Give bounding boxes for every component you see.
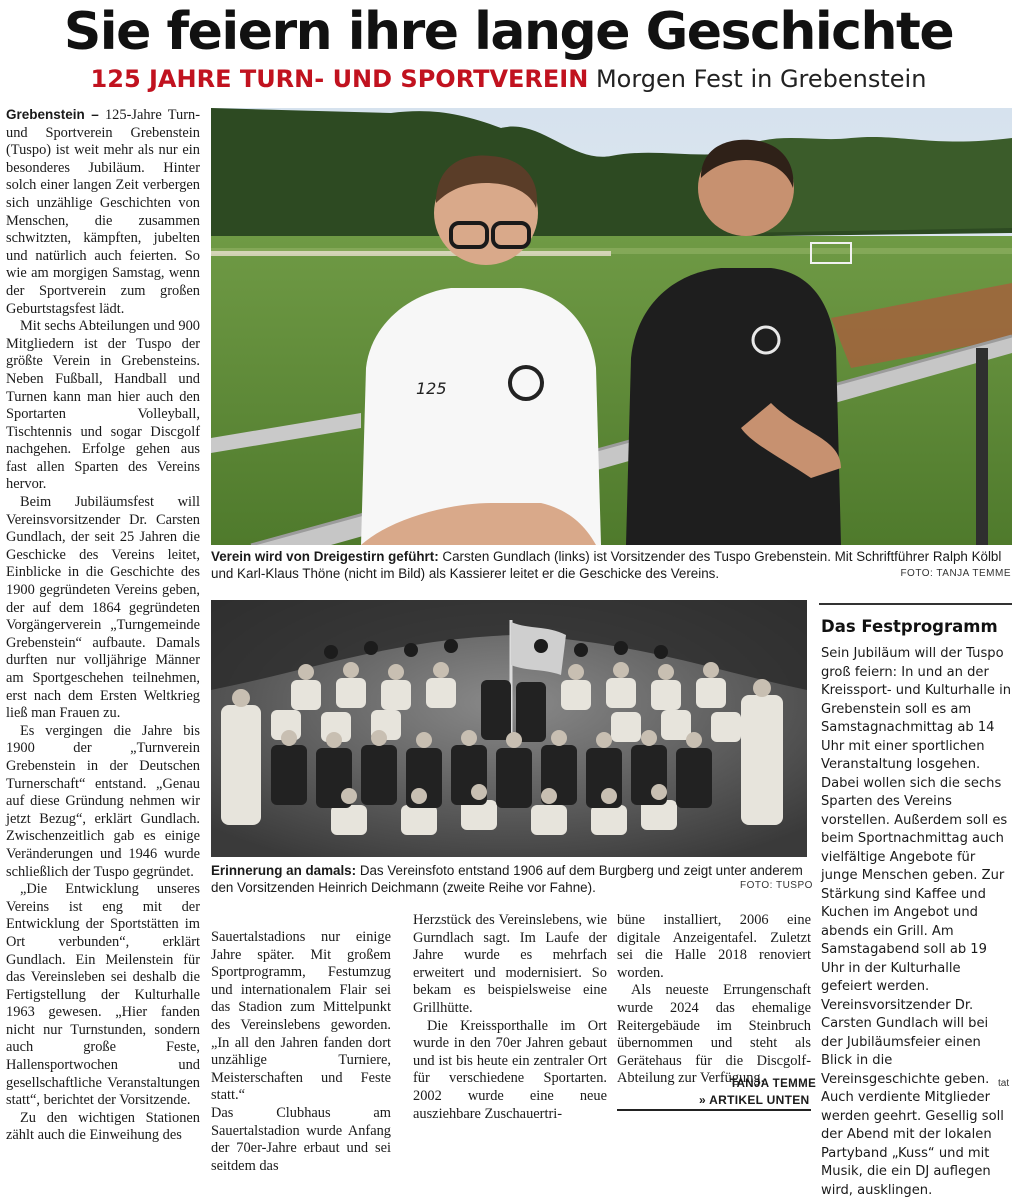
article-column-3 xyxy=(413,912,607,1123)
subheadline-dek: Morgen Fest in Grebenstein xyxy=(595,65,927,93)
caption-text: Carsten Gundlach (links) ist Vorsitzender des Tuspo Grebenstein. Mit Schriftführer Ralph Kölbl und Karl-Klaus Thöne (nicht im Bild) als Kassierer leitet er die Geschicke des Vereins. xyxy=(211,549,1002,581)
headline: Sie feiern ihre lange Geschichte xyxy=(63,2,954,62)
caption-text: Das Vereinsfoto entstand 1906 auf dem Burgberg und zeigt unter anderem den Vorsitzenden Heinrich Deichmann (zweite Reihe vor Fahne). xyxy=(211,863,803,895)
shirt-print: 125 xyxy=(416,379,447,398)
article-text: 125-Jahre Turn- und Sportverein Grebenstein (Tuspo) ist weit mehr als nur ein besonderes Jubiläum. Hinter solch einer langen Zeit verbergen sich unzählige Geschichten von Menschen, die zusammen schwitzten, kämpften, jubelten und natürlich auch feierten. So wie am morgigen Samstag, wenn der Sportverein zum großen Geburtstagsfest lädt. xyxy=(6,107,200,317)
infobox-title: Das Festprogramm xyxy=(821,617,998,636)
infobox-rule xyxy=(819,603,1012,605)
author-byline: TANJA TEMME xyxy=(730,1078,817,1090)
article-paragraph: „Die Entwicklung unseres Vereins ist eng mit der Entwicklung der Sportstätten im Ort verbunden“, erklärt Gundlach. Ein Meilenstein für das Vereinsleben sei deshalb die Fertigstellung der Kulturhalle 1963 gewesen. „Hier fanden nicht nur Turnstunden, sondern auch große Feste, Hallensportwochen und gesellschaftliche Veranstaltungen statt“, berichtet der Vorsitzende. xyxy=(6,881,200,1109)
photo-credit: FOTO: TUSPO xyxy=(740,880,813,891)
infobox-author-initials: tat xyxy=(998,1078,1010,1089)
article-paragraph: büne installiert, 2006 eine digitale Anzeigentafel. Zuletzt sei die Halle 2018 renoviert worden. xyxy=(617,912,811,981)
article-paragraph: Das Clubhaus am Sauertalstadion wurde Anfang der 70er-Jahre erbaut und sei seitdem das xyxy=(211,1104,391,1174)
photo-credit: FOTO: TANJA TEMME xyxy=(900,568,1011,579)
article-paragraph xyxy=(6,106,200,318)
caption-historic-photo xyxy=(211,862,807,896)
article-paragraph: Sauertalstadions nur einige Jahre später. Mit großem Sportprogramm, Festumzug und internationalem Flair sei das Stadion zum Mittelpunkt des Vereinslebens geworden. „In all den Jahren fanden dort unzählige Turniere, Meisterschaften und Feste statt.“ xyxy=(211,929,391,1104)
divider xyxy=(617,1109,811,1111)
continue-reading-link[interactable]: » ARTIKEL UNTEN xyxy=(699,1093,810,1107)
photo-historic-team-1906 xyxy=(211,600,807,857)
caption-lead: Erinnerung an damals: xyxy=(211,863,357,878)
caption-lead: Verein wird von Dreigestirn geführt: xyxy=(211,549,439,564)
dateline: Grebenstein – xyxy=(6,107,99,122)
article-paragraph: Herzstück des Vereinslebens, wie Gurndlach sagt. Im Laufe der Jahre wurde es mehrfach erweitert und modernisiert. So bekam es beispielsweise eine Grillhütte. xyxy=(413,912,607,1016)
article-column-2 xyxy=(211,929,391,1175)
article-paragraph: Beim Jubiläumsfest will Vereinsvorsitzender Dr. Carsten Gundlach, der seit 25 Jahren die Geschicke des Vereins leitet, Einblicke in die Geschichte des 1900 gegründeten Vereins geben, der auf dem 1864 gegründeten Vorgängerverein „Turngemeinde Grebenstein“ aufbaute. Damals durften nur volljährige Männer am Sportgeschehen teilnehmen, erst nach dem Ersten Weltkrieg ließ man Frauen zu. xyxy=(6,494,200,722)
article-column-4 xyxy=(617,912,811,1088)
subheadline xyxy=(0,62,1017,96)
article-paragraph: Mit sechs Abteilungen und 900 Mitgliedern ist der Tuspo der größte Verein in Grebensteins. Neben Fußball, Handball und Turnen kann man hier auch den Sportarten Volleyball, Tischtennis und sogar Discgolf nachgehen. Erfolge gehen aus fast allen Sparten des Vereins hervor. xyxy=(6,318,200,493)
article-column-1 xyxy=(6,106,200,1145)
article-paragraph: Zu den wichtigen Stationen zählt auch die Einweihung des xyxy=(6,1109,200,1144)
infobox-text: Sein Jubiläum will der Tuspo groß feiern: In und an der Kreissport- und Kulturhalle in Grebenstein soll es am Samstagnachmittag ab 14 Uhr mit einer sportlichen Veranstaltung losgehen. Dabei wollen sich die sechs Sparten des Vereins vorstellen. Außerdem soll es beim Sportnachmittag auch vielfältige Angebote für junge Menschen geben. Zur Stärkung sind Kaffee und Kuchen im Angebot und abends ein Grill. Am Samstagabend soll ab 19 Uhr in der Kulturhalle gefeiert werden. Vereinsvorsitzender Dr. Carsten Gundlach will bei der Jubiläumsfeier einen Blick in die Vereinsgeschichte geben. Auch verdiente Mitglieder werden geehrt. Gesellig soll der Abend mit der lokalen Partyband „Kuss“ und mit Musik, die ein DJ auflegen wird, ausklingen. xyxy=(821,646,1012,1198)
article-paragraph: Es vergingen die Jahre bis 1900 der „Turnverein Grebenstein in der Deutschen Turnerschaft“ entstand. „Genau auf diese Gründung nehmen wir jetzt Bezug“, erklärt Gundlach. Zwischenzeitlich gab es einige Veränderungen und 1946 wurde schließlich der Tuspo gegründet. xyxy=(6,722,200,880)
subheadline-kicker: 125 JAHRE TURN- UND SPORTVEREIN xyxy=(90,65,589,93)
photo-club-leaders xyxy=(211,108,1012,545)
article-paragraph: Die Kreissporthalle im Ort wurde in den 70er Jahren gebaut und ist bis heute ein zentraler Ort für verschiedene Sportarten. 2002 wurde eine neue ausziehbare Zuschauertri- xyxy=(413,1017,607,1122)
caption-top-photo xyxy=(211,548,1012,582)
article-paragraph: Als neueste Errungenschaft wurde 2024 das ehemalige Reitergebäude im Steinbruch übernommen und steht als Gerätehaus für die Discgolf-Abteilung zur Verfügung. xyxy=(617,982,811,1087)
